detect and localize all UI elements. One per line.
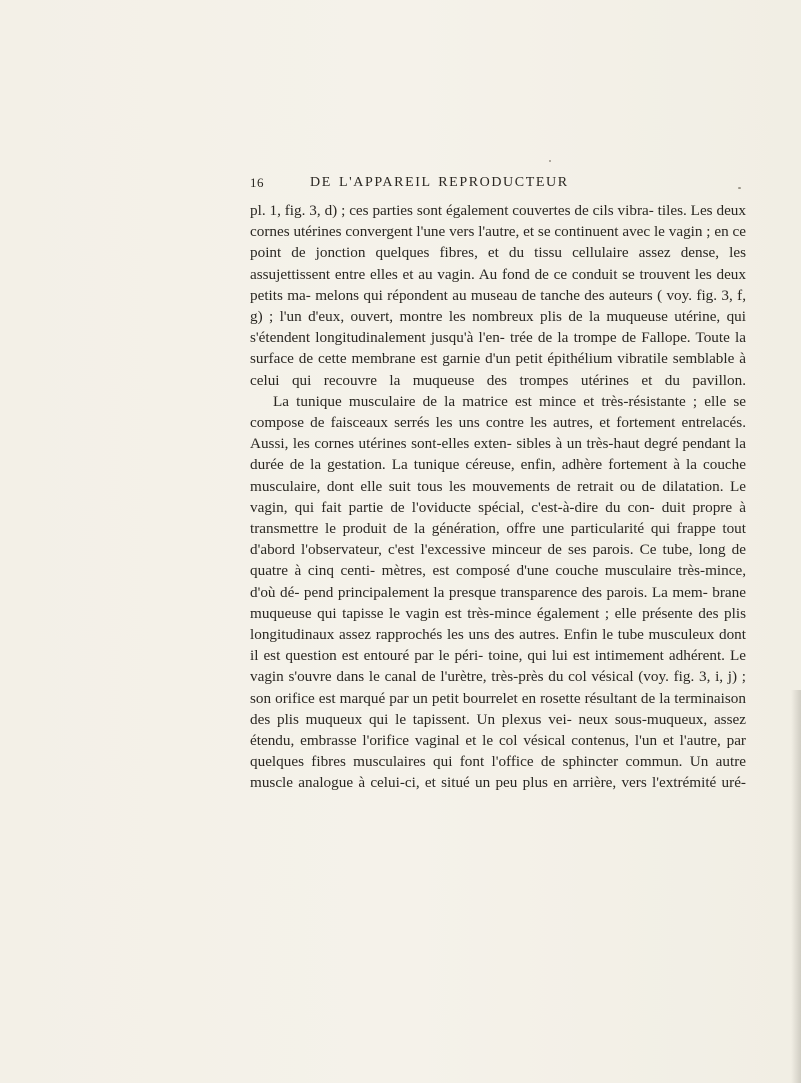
body-text [250,200,746,794]
page-header [250,175,750,195]
paragraph: pl. 1, fig. 3, d) ; ces parties sont également couvertes de cils vibra- tiles. Les deux cornes utérines convergent l'une vers l'autre, et se continuent avec le vagin ; en ce point de jonction quelques fibres, et du tissu cellulaire assez dense, les assujettissent entre elles et au vagin. Au fond de ce conduit se trouvent les deux petits ma- melons qui répondent au museau de tanche des auteurs ( voy. fig. 3, f, g) ; l'un d'eux, ouvert, montre les nombreux plis de la muqueuse utérine, qui s'étendent longitudinalement jusqu'à l'en- trée de la trompe de Fallope. Toute la surface de cette membrane est garnie d'un petit épithélium vibratile semblable à celui qui recouvre la muqueuse des trompes utérines et du pavillon. [250,202,746,389]
paragraph: La tunique musculaire de la matrice est mince et très-résistante ; elle se compose de faisceaux serrés les uns contre les autres, et fortement entrelacés. Aussi, les cornes utérines sont-elles exten- sibles à un très-haut degré pendant la durée de la gestation. La tunique céreuse, enfin, adhère fortement à la couche musculaire, dont elle suit tous les mouvements de retrait ou de dilatation. Le vagin, qui fait partie de l'oviducte spécial, c'est-à-dire du con- duit propre à transmettre le produit de la génération, offre une particularité qui frappe tout d'abord l'observateur, c'est l'excessive minceur de ses parois. Ce tube, long de quatre à cinq centi- mètres, est composé d'une couche musculaire très-mince, d'où dé- pend principalement la presque transparence des parois. La mem- brane muqueuse qui tapisse le vagin est très-mince également ; elle présente des plis longitudinaux assez rapprochés les uns des autres. Enfin le tube musculeux dont il est question est entouré par le péri- toine, qui lui est intimement adhérent. Le vagin s'ouvre dans le canal de l'urètre, très-près du col vésical (voy. fig. 3, i, j) ; son orifice est marqué par un petit bourrelet en rosette résultant de la terminaison des plis muqueux qui le tapissent. Un plexus vei- neux sous-muqueux, assez étendu, embrasse l'orifice vaginal et le col vésical contenus, l'un et l'autre, par quelques fibres musculaires qui font l'office de sphincter commun. Un autre muscle analogue à celui-ci, et situé un peu plus en arrière, vers l'extrémité uré- [250,392,746,792]
paper-speck [549,160,551,162]
page-edge-shadow [791,690,801,1083]
page-number: 16 [250,175,264,190]
running-head: DE L'APPAREIL REPRODUCTEUR [310,175,569,190]
